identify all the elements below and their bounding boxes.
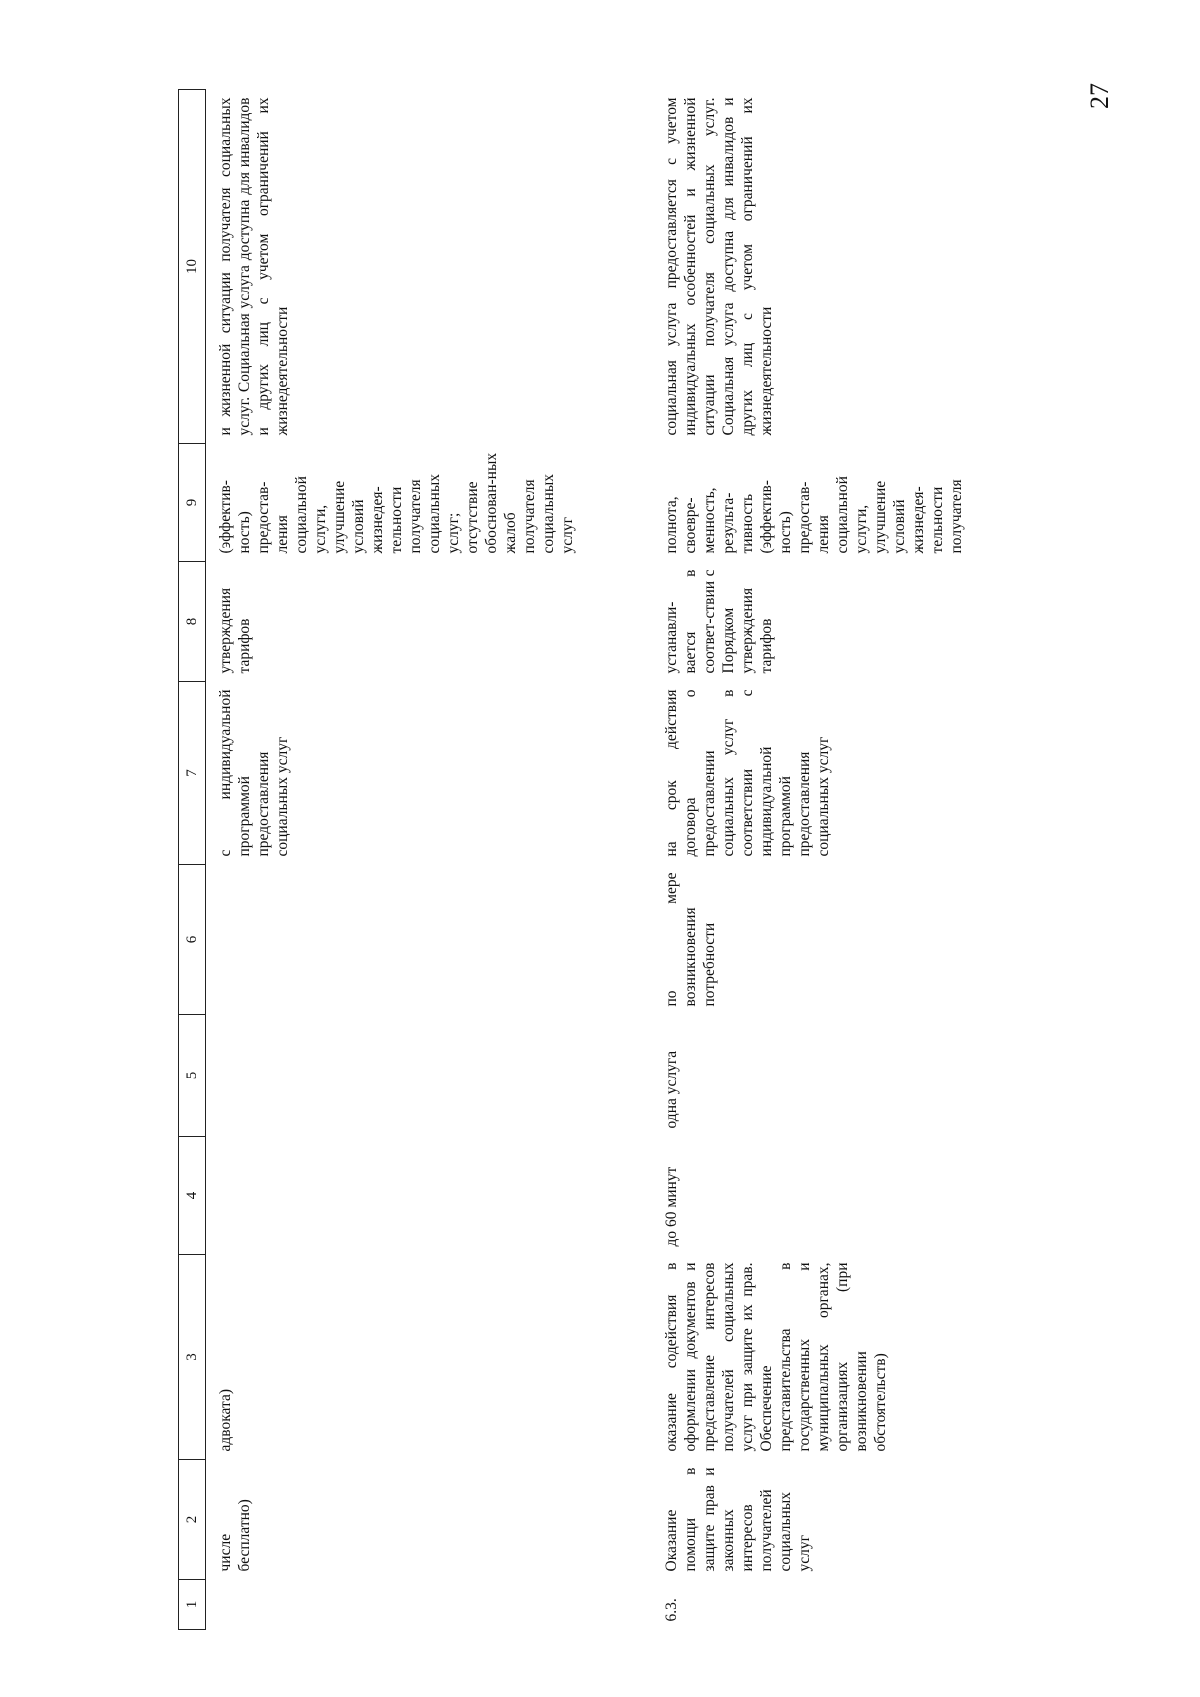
cell-term: на срок действия договора о предоставлении социальных услуг в соответствии с индивидуальной программой предоставления социальных услуг (663, 689, 832, 857)
cell-unit (206, 1015, 647, 1137)
cell-tariff: устанавли-вается в соответ-ствии с Порядком утверждения тарифов (663, 569, 775, 674)
column-header: 3 (179, 1255, 206, 1460)
cell-conditions: социальная услуга предоставляется с учетом индивидуальных особенностей и жизненной ситуации получателя социальных услуг. Социальная услуга доступна для инвалидов и других лиц с учетом ограничений их жизнедеятельности (663, 97, 775, 436)
column-header: 10 (179, 90, 206, 444)
header-row (179, 90, 206, 1630)
table-row-continuation (206, 90, 647, 1630)
cell-term: с индивидуальной программой предоставления социальных услуг (217, 689, 291, 857)
column-header: 5 (179, 1015, 206, 1137)
cell-number (206, 1580, 647, 1630)
cell-quality-indicators: полнота, своевре-менность, результа-тивность (эффектив-ность) предостав-ления социальной услуги, улучшение условий жизнедея-тельности получателя (663, 476, 965, 554)
cell-norm-time (206, 1137, 647, 1255)
services-table (178, 89, 1082, 1630)
page-number: 27 (1085, 83, 1114, 109)
table-row-6-3 (646, 90, 1082, 1630)
cell-service-name: Оказание помощи в защите прав и законных интересов получателей социальных услуг (663, 1467, 813, 1572)
column-header: 8 (179, 562, 206, 682)
cell-norm-time: до 60 минут (663, 1166, 680, 1247)
cell-service-description: оказание содействия в оформлении документов и представление интересов получателей социальных услуг при защите их прав. Обеспечение представительства в государственных и муниципальных органах, организациях (при возникновении обстоятельств) (663, 1262, 889, 1452)
cell-number: 6.3. (663, 1598, 680, 1622)
column-header: 7 (179, 682, 206, 865)
column-header: 2 (179, 1460, 206, 1580)
column-header: 6 (179, 865, 206, 1015)
cell-frequency: по мере возникновения потребности (663, 872, 718, 1007)
column-header: 4 (179, 1137, 206, 1255)
cell-frequency (206, 865, 647, 1015)
cell-service-description: адвоката) (217, 1388, 234, 1452)
cell-conditions: и жизненной ситуации получателя социальных услуг. Социальная услуга доступна для инвалидов и других лиц с учетом ограничений их жизнедеятельности (217, 97, 291, 436)
column-header: 9 (179, 444, 206, 562)
column-header: 1 (179, 1580, 206, 1630)
rotated-sheet (178, 90, 1078, 1630)
cell-service-name: числе бесплатно) (217, 1499, 253, 1572)
cell-tariff: утверждения тарифов (217, 587, 253, 674)
cell-unit: одна услуга (663, 1050, 680, 1129)
cell-quality-indicators: (эффектив-ность) предостав-ления социальной услуги, улучшение условий жизнедея-тельности получателя социальных услуг; отсутствие обоснован-ных жалоб получателя социальных услуг (217, 452, 576, 554)
